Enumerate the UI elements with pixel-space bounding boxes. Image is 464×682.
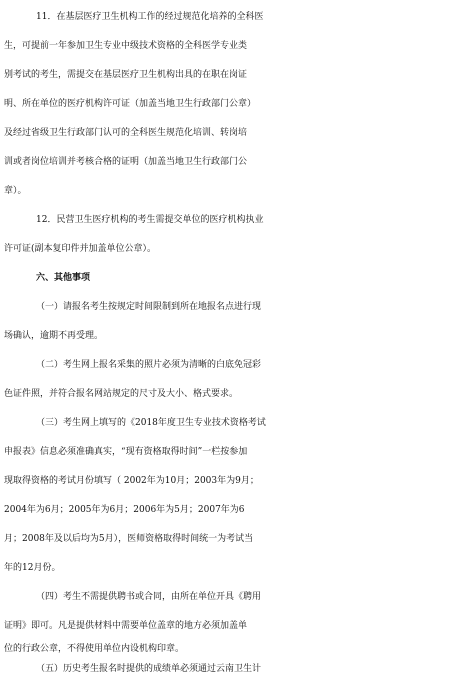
para-12-line-1: 12．民营卫生医疗机构的考生需提交单位的医疗机构执业 xyxy=(36,215,264,225)
item-1-line-2: 场确认，逾期不再受理。 xyxy=(4,331,104,341)
para-11-line-6: 训或者岗位培训并考核合格的证明（加盖当地卫生行政部门公 xyxy=(4,157,248,167)
para-11-line-3: 别考试的考生，需提交在基层医疗卫生机构出具的在职在岗证 xyxy=(4,70,248,80)
para-11-line-2: 生，可提前一年参加卫生专业中级技术资格的全科医学专业类 xyxy=(4,41,248,51)
item-1-line-1: （一）请报名考生按规定时间限制到所在地报名点进行现 xyxy=(36,302,262,312)
item-3-line-6: 年的12月份。 xyxy=(4,563,61,573)
para-12-line-2: 许可证(副本复印件并加盖单位公章）。 xyxy=(4,244,157,254)
item-4-line-1: （四）考生不需提供聘书或合同，由所在单位开具《聘用 xyxy=(36,592,262,602)
item-2-line-1: （二）考生网上报名采集的照片必须为清晰的白底免冠彩 xyxy=(36,360,262,370)
para-11-line-1: 11．在基层医疗卫生机构工作的经过规范化培养的全科医 xyxy=(36,12,264,22)
item-3-line-4: 2004年为6月；2005年为6月；2006年为5月；2007年为6 xyxy=(4,505,245,515)
item-5-line-1: （五）历史考生报名时提供的成绩单必须通过云南卫生计 xyxy=(36,664,262,674)
para-11-line-5: 及经过省级卫生行政部门认可的全科医生规范化培训、转岗培 xyxy=(4,128,248,138)
item-4-line-2: 证明》即可。凡是提供材料中需要单位盖章的地方必须加盖单 xyxy=(4,621,248,631)
para-11-line-7: 章）。 xyxy=(4,186,27,196)
para-11-line-4: 明、所在单位的医疗机构许可证（加盖当地卫生行政部门公章） xyxy=(4,99,257,109)
item-3-line-3: 现取得资格的考试月份填写（ 2002年为10月；2003年为9月； xyxy=(4,476,259,486)
item-2-line-2: 色证件照，并符合报名网站规定的尺寸及大小、格式要求。 xyxy=(4,389,239,399)
item-3-line-1: （三）考生网上填写的《2018年度卫生专业技术资格考试 xyxy=(36,418,266,428)
section-6-heading: 六、其他事项 xyxy=(36,273,91,283)
item-3-line-2: 申报表》信息必须准确真实，“现有资格取得时间”一栏按参加 xyxy=(4,447,248,457)
item-4-line-3: 位的行政公章，不得使用单位内设机构印章。 xyxy=(4,644,185,654)
item-3-line-5: 月；2008年及以后均为5月），医师资格取得时间统一为考试当 xyxy=(4,534,254,544)
